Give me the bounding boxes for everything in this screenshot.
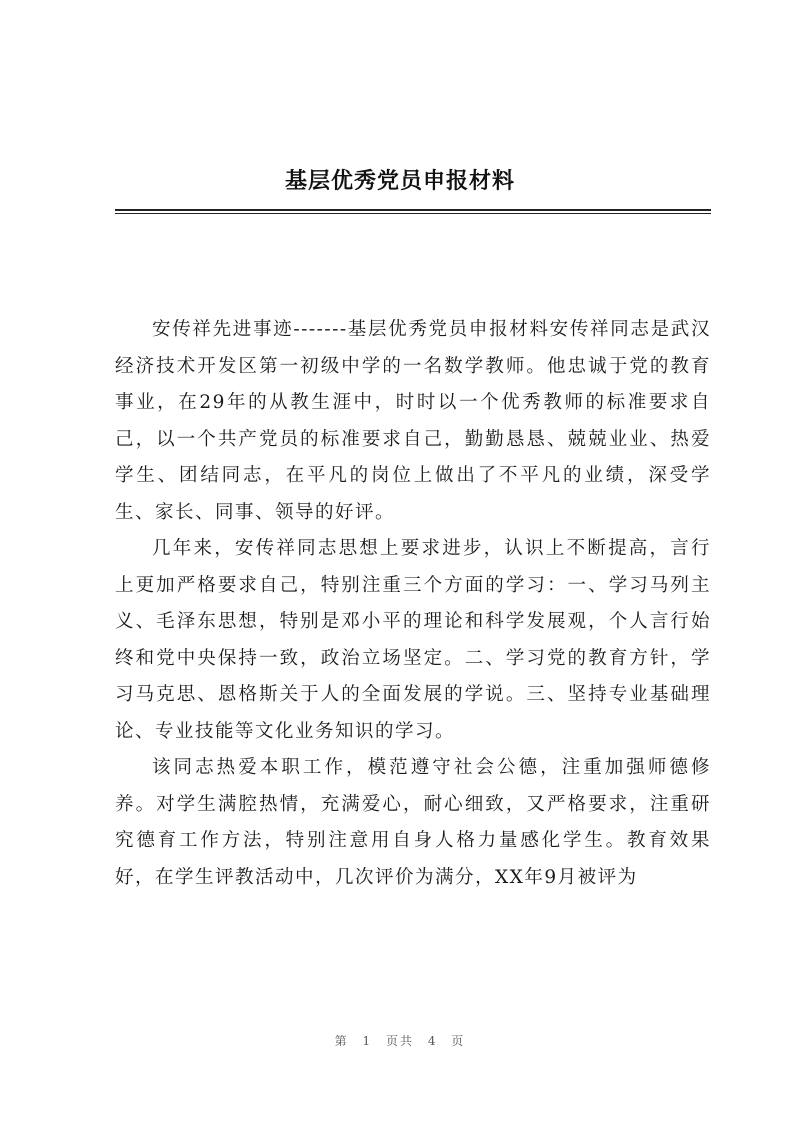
title-rule-thick (115, 209, 711, 211)
paragraph-3: 该同志热爱本职工作，模范遵守社会公德，注重加强师德修养。对学生满腔热情，充满爱心，耐心细致，又严格要求，注重研究德育工作方法，特别注意用自身人格力量感化学生。教育效果好，在学生评教活动中，几次评价为满分，XX年9月被评为 (115, 757, 711, 888)
footer-suffix: 页 (451, 1034, 466, 1048)
footer-middle: 页共 (385, 1034, 414, 1048)
paragraph-1: 安传祥先进事迹-------基层优秀党员申报材料安传祥同志是武汉经济技术开发区第一初级中学的一名数学教师。他忠诚于党的教育事业，在29年的从教生涯中，时时以一个优秀教师的标准要求自己，以一个共产党员的标准要求自己，勤勤恳恳、兢兢业业、热爱学生、团结同志，在平凡的岗位上做出了不平凡的业绩，深受学生、家长、同事、领导的好评。 (115, 319, 711, 523)
footer-prefix: 第 (334, 1034, 349, 1048)
document-body (115, 312, 711, 896)
page-footer (0, 1032, 800, 1049)
footer-page-total: 4 (427, 1034, 438, 1048)
footer-page-current: 1 (362, 1034, 373, 1048)
document-title: 基层优秀党员申报材料 (284, 169, 515, 194)
title-rule-thin (115, 213, 711, 214)
paragraph-2: 几年来，安传祥同志思想上要求进步，认识上不断提高，言行上更加严格要求自己，特别注重三个方面的学习：一、学习马列主义、毛泽东思想，特别是邓小平的理论和科学发展观，个人言行始终和党中央保持一致，政治立场坚定。二、学习党的教育方针，学习马克思、恩格斯关于人的全面发展的学说。三、坚持专业基础理论、专业技能等文化业务知识的学习。 (115, 538, 711, 742)
